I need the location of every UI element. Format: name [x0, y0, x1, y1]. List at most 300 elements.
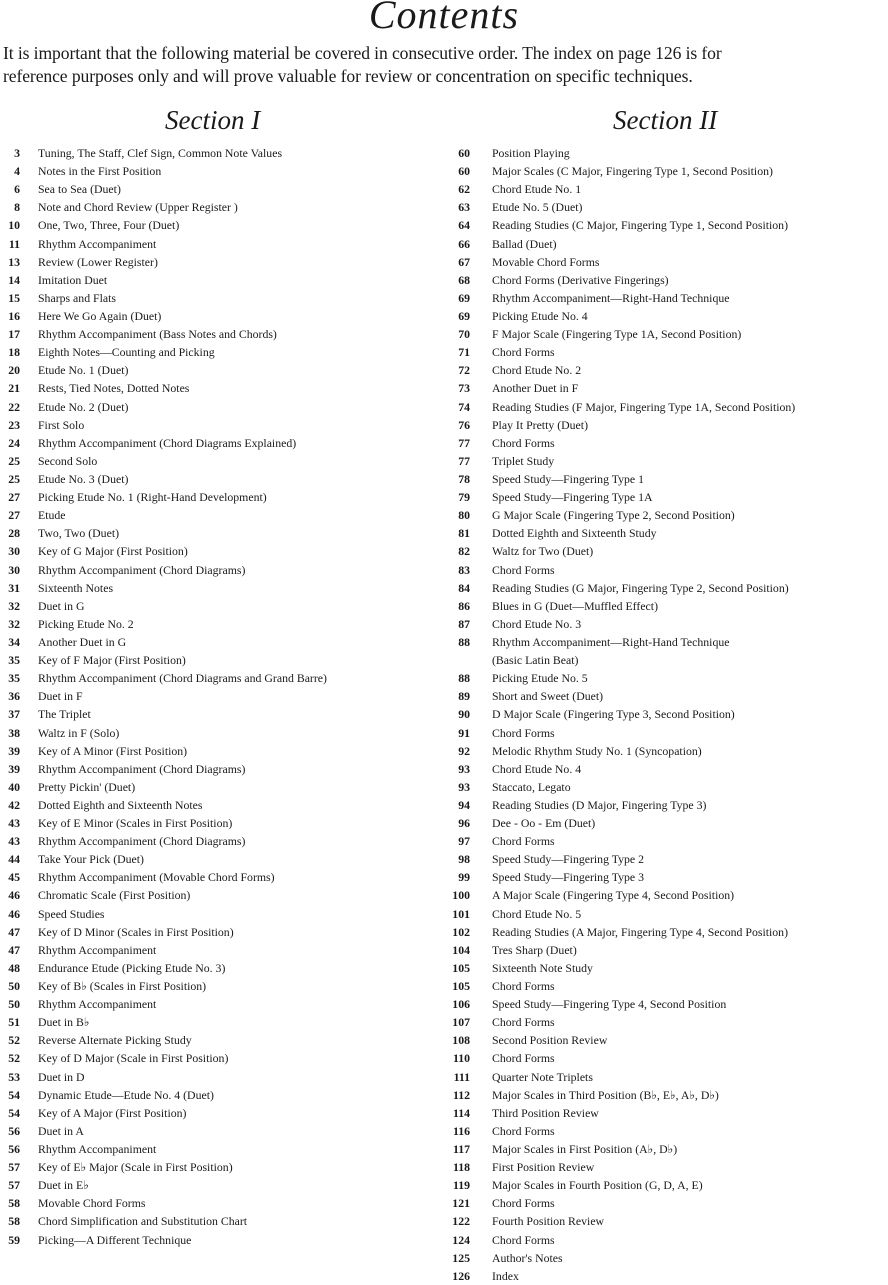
toc-entry: [448, 488, 888, 506]
toc-page-number: 70: [458, 327, 470, 342]
toc-entry-title: Chord Etude No. 1: [492, 182, 582, 197]
toc-page-number: 43: [8, 834, 20, 849]
toc-entry-title: Chord Forms: [492, 1123, 555, 1138]
toc-entry-title: Etude: [38, 508, 66, 523]
toc-entry-title: Duet in G: [38, 598, 85, 613]
toc-page-number: 59: [8, 1232, 20, 1247]
toc-entry-title: Rhythm Accompaniment: [38, 942, 157, 957]
toc-entry-title: Sixteenth Notes: [38, 580, 114, 595]
toc-entry: [448, 705, 888, 723]
toc-entry-title: Chord Forms: [492, 1196, 555, 1211]
toc-entry-title: One, Two, Three, Four (Duet): [38, 218, 180, 233]
toc-page-number: 63: [458, 200, 470, 215]
toc-entry-title: A Major Scale (Fingering Type 4, Second Position): [492, 888, 735, 903]
toc-page-number: 73: [458, 381, 470, 396]
toc-page-number: 25: [8, 471, 20, 486]
section-1-entry-list: [0, 144, 440, 1249]
toc-entry: [0, 579, 440, 597]
toc-entry-title: Key of E♭ Major (Scale in First Position): [38, 1160, 233, 1175]
toc-entry: [0, 1031, 440, 1049]
toc-entry: [448, 524, 888, 542]
toc-entry: [0, 615, 440, 633]
toc-page-number: 30: [8, 562, 20, 577]
toc-page-number: 8: [14, 200, 20, 215]
toc-entry-title: Rhythm Accompaniment: [38, 997, 157, 1012]
toc-entry: [0, 959, 440, 977]
toc-entry: [0, 995, 440, 1013]
toc-entry: [448, 742, 888, 760]
toc-entry-title: Speed Study—Fingering Type 3: [492, 870, 644, 885]
toc-page-number: 48: [8, 960, 20, 975]
toc-entry: [448, 687, 888, 705]
toc-page-number: 60: [458, 146, 470, 160]
toc-entry-title: Second Position Review: [492, 1033, 608, 1048]
toc-entry-title: Duet in A: [38, 1123, 84, 1138]
toc-entry-title: Rhythm Accompaniment (Chord Diagrams): [38, 761, 246, 776]
toc-entry: [448, 452, 888, 470]
toc-entry: [0, 724, 440, 742]
toc-entry-title: G Major Scale (Fingering Type 2, Second Position): [492, 508, 735, 523]
toc-page-number: 24: [8, 435, 20, 450]
toc-entry-title: Duet in D: [38, 1069, 85, 1084]
toc-page-number: 38: [8, 725, 20, 740]
toc-page-number: 18: [8, 345, 20, 360]
toc-page-number: 20: [8, 363, 20, 378]
toc-entry-title: Picking—A Different Technique: [38, 1232, 192, 1247]
toc-entry-title: Chord Simplification and Substitution Chart: [38, 1214, 248, 1229]
toc-page-number: 94: [458, 797, 470, 812]
toc-entry: [0, 814, 440, 832]
toc-entry-title: Eighth Notes—Counting and Picking: [38, 345, 215, 360]
toc-entry: [448, 162, 888, 180]
toc-entry-title: Chord Forms: [492, 345, 555, 360]
toc-entry-title: Key of D Major (Scale in First Position): [38, 1051, 229, 1066]
toc-page-number: 62: [458, 182, 470, 197]
toc-entry: [0, 1194, 440, 1212]
toc-page-number: 117: [452, 1142, 470, 1157]
toc-page-number: 77: [458, 453, 470, 468]
toc-entry-title: Reading Studies (G Major, Fingering Type 2, Second Position): [492, 580, 789, 595]
toc-entry: [448, 198, 888, 216]
toc-page-number: 78: [458, 471, 470, 486]
toc-entry: [0, 778, 440, 796]
toc-entry: [448, 506, 888, 524]
toc-page-number: 82: [458, 544, 470, 559]
toc-entry-title: Speed Studies: [38, 906, 105, 921]
toc-page-number: 100: [452, 888, 470, 903]
toc-entry: [448, 271, 888, 289]
toc-page-number: 112: [452, 1087, 470, 1102]
toc-entry-title: Major Scales in Third Position (B♭, E♭, A♭, D♭): [492, 1087, 719, 1102]
toc-page-number: 46: [8, 888, 20, 903]
toc-page-number: 6: [14, 182, 20, 197]
toc-page-number: 51: [8, 1015, 20, 1030]
toc-page-number: 40: [8, 779, 20, 794]
toc-entry-title: Chord Forms: [492, 1015, 555, 1030]
toc-entry-title: Pretty Pickin' (Duet): [38, 779, 136, 794]
toc-page-number: 54: [8, 1087, 20, 1102]
toc-page-number: 23: [8, 417, 20, 432]
toc-page-number: 14: [8, 272, 20, 287]
toc-entry: [448, 561, 888, 579]
toc-page-number: 37: [8, 707, 20, 722]
toc-entry: [0, 1158, 440, 1176]
toc-entry: [448, 1049, 888, 1067]
toc-entry-title: Reading Studies (C Major, Fingering Type 1, Second Position): [492, 218, 789, 233]
toc-entry-title: Endurance Etude (Picking Etude No. 3): [38, 960, 226, 975]
toc-entry: [0, 1068, 440, 1086]
toc-entry: [0, 977, 440, 995]
toc-entry: [448, 778, 888, 796]
toc-entry: [448, 597, 888, 615]
toc-page-number: 72: [458, 363, 470, 378]
toc-entry: [0, 868, 440, 886]
toc-entry: [448, 814, 888, 832]
toc-entry: [0, 1049, 440, 1067]
toc-page-number: 53: [8, 1069, 20, 1084]
toc-entry: [448, 959, 888, 977]
toc-entry: [448, 1104, 888, 1122]
toc-entry: [0, 832, 440, 850]
toc-page-number: 17: [8, 327, 20, 342]
toc-entry: [0, 470, 440, 488]
toc-entry-title: Rhythm Accompaniment—Right-Hand Technique: [492, 634, 730, 649]
toc-page-number: 21: [8, 381, 20, 396]
toc-page-number: 35: [8, 653, 20, 668]
toc-page-number: 43: [8, 816, 20, 831]
toc-page-number: 102: [452, 924, 470, 939]
toc-entry: [0, 343, 440, 361]
toc-entry-title: Tres Sharp (Duet): [492, 942, 577, 957]
toc-entry: [448, 434, 888, 452]
toc-page-number: 57: [8, 1178, 20, 1193]
toc-page-number: 28: [8, 526, 20, 541]
toc-entry-title: Etude No. 3 (Duet): [38, 471, 129, 486]
toc-entry-title: Rhythm Accompaniment: [38, 1142, 157, 1157]
toc-entry-title: First Solo: [38, 417, 85, 432]
toc-entry: [0, 271, 440, 289]
toc-entry-title: Chord Forms: [492, 562, 555, 577]
toc-page-number: 27: [8, 508, 20, 523]
toc-entry-title: Another Duet in F: [492, 381, 579, 396]
toc-entry-title: Movable Chord Forms: [38, 1196, 146, 1211]
toc-entry-title: Here We Go Again (Duet): [38, 308, 162, 323]
toc-entry: [0, 597, 440, 615]
toc-entry: [0, 742, 440, 760]
toc-entry-title: Take Your Pick (Duet): [38, 852, 144, 867]
toc-entry: [0, 886, 440, 904]
toc-entry-title: Waltz for Two (Duet): [492, 544, 594, 559]
toc-page-number: 93: [458, 761, 470, 776]
toc-entry-title: Key of E Minor (Scales in First Position): [38, 816, 233, 831]
toc-entry-title: Notes in the First Position: [38, 164, 162, 179]
toc-page-number: 91: [458, 725, 470, 740]
toc-page-number: 74: [458, 399, 470, 414]
toc-entry-title: Key of F Major (First Position): [38, 653, 186, 668]
toc-entry: [0, 1104, 440, 1122]
toc-page-number: 105: [452, 960, 470, 975]
toc-entry-title: Duet in B♭: [38, 1015, 90, 1030]
toc-entry: [0, 1122, 440, 1140]
toc-entry: [0, 1212, 440, 1230]
toc-entry-title: Imitation Duet: [38, 272, 108, 287]
toc-page-number: 3: [14, 146, 20, 160]
toc-entry: [0, 307, 440, 325]
toc-entry: [448, 923, 888, 941]
toc-entry: [0, 705, 440, 723]
toc-entry-title: Key of A Minor (First Position): [38, 743, 188, 758]
toc-page-number: 84: [458, 580, 470, 595]
intro-paragraph: It is important that the following material be covered in consecutive order. The index on page 126 is for reference purposes only and will prove valuable for review or concentration on specific techniques.: [3, 43, 722, 86]
toc-entry: [0, 923, 440, 941]
toc-entry-title: Another Duet in G: [38, 634, 127, 649]
section-2-heading: Section II: [613, 105, 718, 135]
toc-entry-title: Dynamic Etude—Etude No. 4 (Duet): [38, 1087, 214, 1102]
toc-page-number: 111: [453, 1069, 470, 1084]
toc-entry: [0, 1140, 440, 1158]
toc-entry: [0, 796, 440, 814]
toc-entry: [0, 633, 440, 651]
toc-page-number: 16: [8, 308, 20, 323]
toc-entry: [448, 1031, 888, 1049]
toc-entry-title: Note and Chord Review (Upper Register ): [38, 200, 238, 215]
toc-page-number: 89: [458, 689, 470, 704]
toc-page-number: 76: [458, 417, 470, 432]
toc-page-number: 108: [452, 1033, 470, 1048]
toc-page-number: 83: [458, 562, 470, 577]
toc-entry-title: Author's Notes: [492, 1250, 563, 1265]
toc-page-number: 90: [458, 707, 470, 722]
toc-page-number: 104: [452, 942, 470, 957]
toc-entry: [0, 760, 440, 778]
toc-entry: [448, 542, 888, 560]
toc-page-number: 77: [458, 435, 470, 450]
toc-entry: [0, 253, 440, 271]
toc-entry-title: Blues in G (Duet—Muffled Effect): [492, 598, 658, 613]
toc-entry: [448, 1068, 888, 1086]
toc-page-number: 97: [458, 834, 470, 849]
toc-entry-title: Chord Etude No. 5: [492, 906, 582, 921]
toc-entry: [0, 289, 440, 307]
toc-entry-title: Ballad (Duet): [492, 236, 557, 251]
toc-page-number: 121: [452, 1196, 470, 1211]
toc-page-number: 35: [8, 671, 20, 686]
toc-entry: [0, 198, 440, 216]
toc-entry: [448, 1194, 888, 1212]
toc-page-number: 50: [8, 979, 20, 994]
toc-page-number: 125: [452, 1250, 470, 1265]
toc-page-number: 47: [8, 924, 20, 939]
toc-entry-title: Rhythm Accompaniment (Chord Diagrams Explained): [38, 435, 297, 450]
toc-entry-title: D Major Scale (Fingering Type 3, Second Position): [492, 707, 735, 722]
toc-entry: [0, 651, 440, 669]
toc-page-number: 58: [8, 1214, 20, 1229]
toc-entry-title: Chord Forms: [492, 435, 555, 450]
toc-page-number: 56: [8, 1123, 20, 1138]
toc-entry: [448, 760, 888, 778]
toc-page-number: 80: [458, 508, 470, 523]
toc-entry-title: Picking Etude No. 2: [38, 616, 134, 631]
toc-entry: [448, 651, 888, 669]
toc-page-number: 64: [458, 218, 470, 233]
toc-page-number: 15: [8, 290, 20, 305]
toc-page-number: 58: [8, 1196, 20, 1211]
toc-page-number: 118: [452, 1160, 470, 1175]
toc-page-number: 88: [458, 671, 470, 686]
toc-entry-title: Key of B♭ (Scales in First Position): [38, 979, 207, 994]
toc-entry-title: Staccato, Legato: [492, 779, 571, 794]
toc-entry-title: Chord Forms: [492, 834, 555, 849]
toc-entry: [448, 416, 888, 434]
toc-page-number: 69: [458, 290, 470, 305]
toc-entry-title: Third Position Review: [492, 1105, 599, 1120]
toc-entry-title: Movable Chord Forms: [492, 254, 600, 269]
toc-entry: [0, 524, 440, 542]
toc-entry-title: Tuning, The Staff, Clef Sign, Common Note Values: [38, 146, 283, 160]
toc-entry-title: Melodic Rhythm Study No. 1 (Syncopation): [492, 743, 702, 758]
toc-page-number: 68: [458, 272, 470, 287]
toc-entry-title: Triplet Study: [492, 453, 555, 468]
toc-page-number: 71: [458, 345, 470, 360]
toc-page-number: 42: [8, 797, 20, 812]
toc-entry-title: Reading Studies (D Major, Fingering Type 3): [492, 797, 707, 812]
toc-entry: [448, 1212, 888, 1230]
toc-entry-title: Rhythm Accompaniment (Movable Chord Forms): [38, 870, 275, 885]
toc-entry: [0, 434, 440, 452]
toc-entry-title: Rhythm Accompaniment (Bass Notes and Chords): [38, 327, 277, 342]
toc-entry: [448, 1122, 888, 1140]
toc-entry: [448, 886, 888, 904]
toc-entry-title: Picking Etude No. 5: [492, 671, 588, 686]
toc-entry-title: Rhythm Accompaniment: [38, 236, 157, 251]
toc-entry-title: Major Scales (C Major, Fingering Type 1, Second Position): [492, 164, 773, 179]
toc-page-number: 44: [8, 852, 20, 867]
toc-page-number: 69: [458, 308, 470, 323]
toc-entry: [0, 1013, 440, 1031]
toc-entry-title: Fourth Position Review: [492, 1214, 605, 1229]
toc-page-number: 110: [452, 1051, 470, 1066]
toc-page-number: 56: [8, 1142, 20, 1157]
toc-entry-title: Picking Etude No. 4: [492, 308, 588, 323]
toc-entry-title: Chord Forms: [492, 1232, 555, 1247]
toc-page-number: 47: [8, 942, 20, 957]
toc-page-number: 96: [458, 816, 470, 831]
toc-entry-title: Rhythm Accompaniment (Chord Diagrams): [38, 562, 246, 577]
toc-entry-title: Sea to Sea (Duet): [38, 182, 121, 197]
toc-entry: [448, 1231, 888, 1249]
toc-entry-title: The Triplet: [38, 707, 91, 722]
toc-entry: [448, 1086, 888, 1104]
toc-entry-title: Play It Pretty (Duet): [492, 417, 588, 432]
toc-entry-title: Rhythm Accompaniment (Chord Diagrams): [38, 834, 246, 849]
toc-entry: [0, 488, 440, 506]
toc-entry: [448, 1140, 888, 1158]
toc-entry: [448, 850, 888, 868]
toc-page-number: 50: [8, 997, 20, 1012]
toc-page-number: 36: [8, 689, 20, 704]
toc-page-number: 79: [458, 490, 470, 505]
toc-page-number: 98: [458, 852, 470, 867]
toc-entry-title: Chord Etude No. 3: [492, 616, 582, 631]
toc-entry-title: Sharps and Flats: [38, 290, 116, 305]
toc-entry: [448, 361, 888, 379]
toc-entry: [448, 579, 888, 597]
toc-entry: [448, 470, 888, 488]
toc-page-number: 66: [458, 236, 470, 251]
toc-entry: [448, 1176, 888, 1194]
toc-entry: [448, 905, 888, 923]
toc-entry-title: Duet in E♭: [38, 1178, 89, 1193]
toc-page-number: 93: [458, 779, 470, 794]
toc-page-number: 106: [452, 997, 470, 1012]
toc-entry-title: Index: [492, 1268, 519, 1283]
toc-page-number: 92: [458, 743, 470, 758]
toc-entry: [0, 1086, 440, 1104]
toc-entry: [0, 416, 440, 434]
toc-page-number: 25: [8, 453, 20, 468]
toc-entry: [448, 868, 888, 886]
toc-entry: [448, 941, 888, 959]
toc-entry: [0, 905, 440, 923]
toc-page-number: 39: [8, 761, 20, 776]
toc-entry-title: Etude No. 1 (Duet): [38, 363, 129, 378]
toc-entry: [448, 235, 888, 253]
toc-page-number: 107: [452, 1015, 470, 1030]
toc-page-number: 122: [452, 1214, 470, 1229]
toc-entry-title: Quarter Note Triplets: [492, 1069, 593, 1084]
toc-entry-title: Speed Study—Fingering Type 4, Second Position: [492, 997, 727, 1012]
toc-entry-title: Reading Studies (A Major, Fingering Type 4, Second Position): [492, 924, 789, 939]
toc-page-number: 27: [8, 490, 20, 505]
toc-entry: [0, 1231, 440, 1249]
toc-page-number: 119: [452, 1178, 470, 1193]
toc-entry: [448, 1249, 888, 1267]
toc-entry-title: Speed Study—Fingering Type 2: [492, 852, 644, 867]
toc-entry: [0, 850, 440, 868]
toc-entry: [0, 180, 440, 198]
toc-entry-title: Short and Sweet (Duet): [492, 689, 604, 704]
toc-entry: [0, 1176, 440, 1194]
toc-entry: [448, 832, 888, 850]
toc-entry-title: Etude No. 5 (Duet): [492, 200, 583, 215]
toc-page-number: 10: [8, 218, 20, 233]
toc-entry-title: Key of A Major (First Position): [38, 1105, 187, 1120]
toc-entry: [448, 633, 888, 651]
toc-entry-title: Two, Two (Duet): [38, 526, 120, 541]
toc-entry-title: Reverse Alternate Picking Study: [38, 1033, 192, 1048]
toc-entry: [0, 361, 440, 379]
toc-entry-title: Waltz in F (Solo): [38, 725, 120, 740]
toc-entry: [448, 343, 888, 361]
toc-entry-title: Chord Forms: [492, 1051, 555, 1066]
toc-entry-title: Chromatic Scale (First Position): [38, 888, 191, 903]
toc-page-number: 39: [8, 743, 20, 758]
toc-entry: [0, 398, 440, 416]
toc-page-number: 101: [452, 906, 470, 921]
toc-entry: [0, 669, 440, 687]
toc-page-number: 46: [8, 906, 20, 921]
toc-entry: [0, 144, 440, 162]
toc-entry-title: Chord Forms (Derivative Fingerings): [492, 272, 669, 287]
toc-entry-title: Picking Etude No. 1 (Right-Hand Development): [38, 490, 267, 505]
toc-page-number: 86: [458, 598, 470, 613]
toc-entry-title: Chord Etude No. 2: [492, 363, 582, 378]
toc-entry-title: Sixteenth Note Study: [492, 960, 593, 975]
toc-page-number: 54: [8, 1105, 20, 1120]
toc-entry-title: Dotted Eighth and Sixteenth Notes: [38, 797, 203, 812]
toc-entry: [448, 144, 888, 162]
toc-entry: [448, 615, 888, 633]
